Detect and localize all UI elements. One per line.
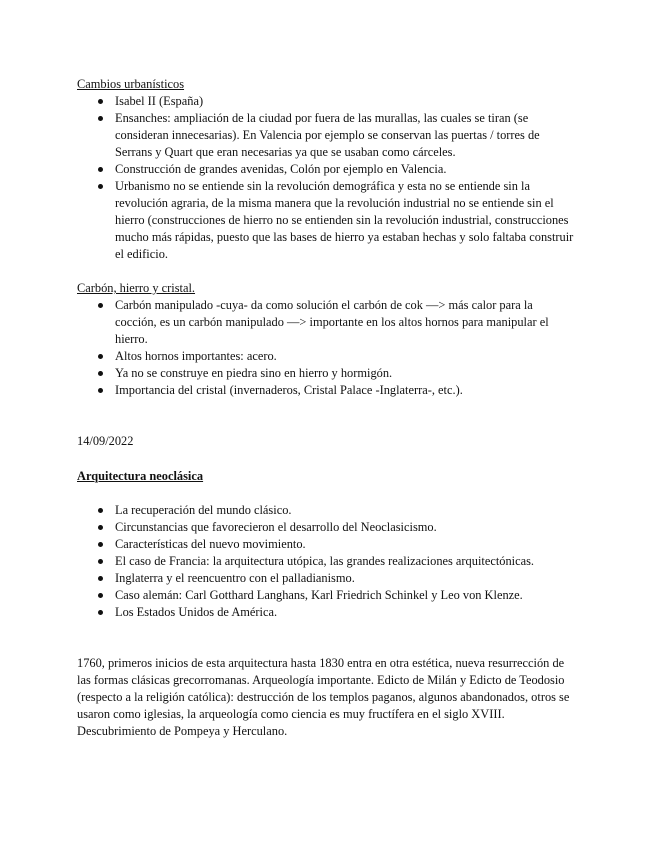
list-item: Ya no se construye en piedra sino en hierro y hormigón. (77, 365, 577, 382)
list-item: Altos hornos importantes: acero. (77, 348, 577, 365)
list-item: Inglaterra y el reencuentro con el palladianismo. (77, 570, 577, 587)
bullet-list (77, 502, 577, 621)
bullet-list (77, 93, 577, 263)
bullet-list (77, 297, 577, 399)
list-item: El caso de Francia: la arquitectura utópica, las grandes realizaciones arquitectónicas. (77, 553, 577, 570)
list-item: Importancia del cristal (invernaderos, Cristal Palace -Inglaterra-, etc.). (77, 382, 577, 399)
date-line (77, 433, 577, 450)
list-item: Características del nuevo movimiento. (77, 536, 577, 553)
list-item: Caso alemán: Carl Gotthard Langhans, Karl Friedrich Schinkel y Leo von Klenze. (77, 587, 577, 604)
section-arquitectura-neoclasica (77, 468, 577, 621)
date-text: 14/09/2022 (77, 434, 134, 448)
list-item: Construcción de grandes avenidas, Colón por ejemplo en Valencia. (77, 161, 577, 178)
list-item: Ensanches: ampliación de la ciudad por fuera de las murallas, las cuales se tiran (se consideran innecesarias). En Valencia por ejemplo se conservan las puertas / torres de Serrans y Quart que eran necesarias ya que se usaban como cárceles. (77, 110, 577, 161)
section-heading: Cambios urbanísticos (77, 77, 185, 91)
section-heading: Carbón, hierro y cristal. (77, 281, 196, 295)
list-item: Circunstancias que favorecieron el desarrollo del Neoclasicismo. (77, 519, 577, 536)
list-item: Carbón manipulado -cuya- da como solución el carbón de cok —> más calor para la cocción, es un carbón manipulado —> importante en los altos hornos para manipular el hierro. (77, 297, 577, 348)
list-item: La recuperación del mundo clásico. (77, 502, 577, 519)
list-item: Isabel II (España) (77, 93, 577, 110)
list-item: Los Estados Unidos de América. (77, 604, 577, 621)
body-paragraph: 1760, primeros inicios de esta arquitectura hasta 1830 entra en otra estética, nueva resurrección de las formas clásicas grecorromanas. Arqueología importante. Edicto de Milán y Edicto de Teodosio (respecto a la religión católica): destrucción de los templos paganos, algunos abandonados, otros se usaron como iglesias, la arqueología como ciencia es muy fructífera en el siglo XVIII. Descubrimiento de Pompeya y Herculano. (77, 656, 570, 738)
body-paragraph-block (77, 655, 577, 740)
section-carbon-hierro-cristal (77, 280, 577, 399)
section-cambios-urbanisticos (77, 76, 577, 263)
section-heading: Arquitectura neoclásica (77, 469, 204, 483)
list-item: Urbanismo no se entiende sin la revolución demográfica y esta no se entiende sin la revolución agraria, de la misma manera que la revolución industrial no se entiende sin el hierro (construcciones de hierro no se entienden sin la revolución industrial, construcciones mucho más rápidas, puesto que las bases de hierro ya estaban hechas y solo faltaba construir el edificio. (77, 178, 577, 263)
